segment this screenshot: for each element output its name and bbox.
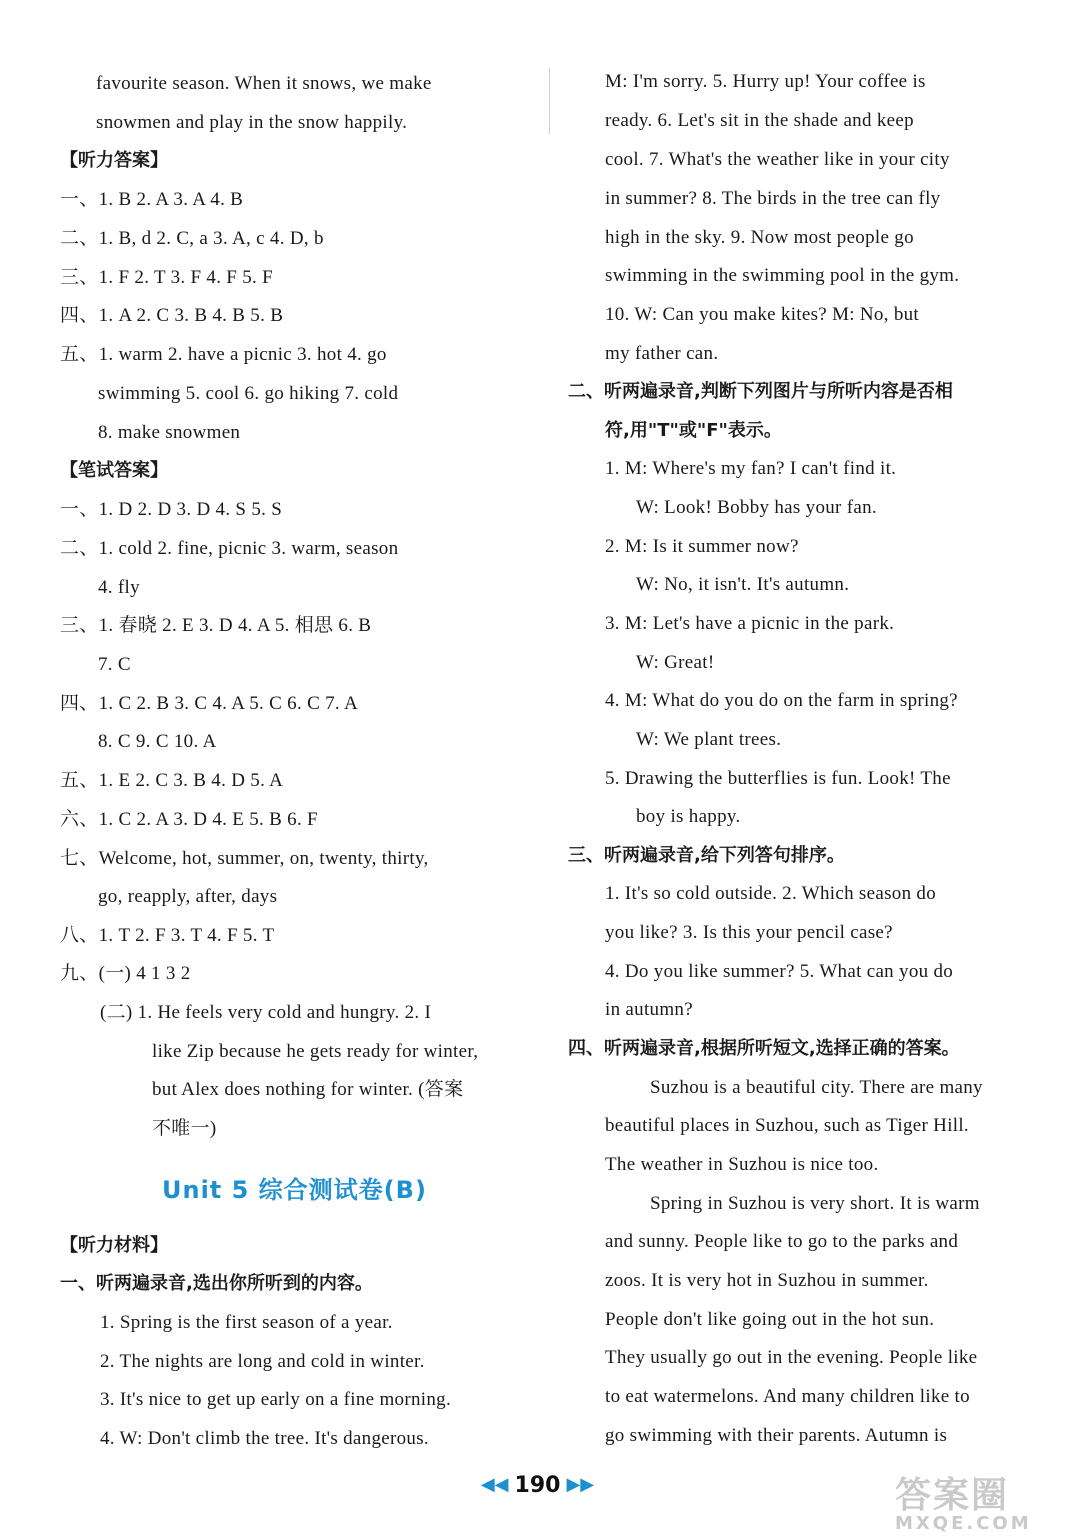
- right-column-line-34: They usually go out in the evening. People like: [605, 1347, 978, 1368]
- left-column-line-9: swimming 5. cool 6. go hiking 7. cold: [98, 383, 399, 404]
- left-column-line-3: 【听力答案】: [60, 150, 168, 171]
- right-column-line-10: 符,用"T"或"F"表示。: [605, 420, 782, 441]
- left-column-line-8: 五、1. warm 2. have a picnic 3. hot 4. go: [60, 344, 387, 365]
- right-column-line-31: and sunny. People like to go to the parks and: [605, 1231, 959, 1252]
- right-column-line-35: to eat watermelons. And many children like to: [605, 1386, 970, 1407]
- right-column-line-5: high in the sky. 9. Now most people go: [605, 227, 914, 248]
- left-column-line-1: favourite season. When it snows, we make: [96, 73, 432, 94]
- right-column-line-12: W: Look! Bobby has your fan.: [636, 497, 877, 518]
- left-column-line-11: 【笔试答案】: [60, 460, 168, 481]
- left-column-line-23: 八、1. T 2. F 3. T 4. F 5. T: [60, 925, 275, 946]
- right-column-line-3: cool. 7. What's the weather like in your city: [605, 149, 950, 170]
- right-column-line-11: 1. M: Where's my fan? I can't find it.: [605, 458, 897, 479]
- right-column-line-36: go swimming with their parents. Autumn is: [605, 1425, 948, 1446]
- left-column-line-29: 【听力材料】: [60, 1235, 168, 1256]
- left-column-line-25: (二) 1. He feels very cold and hungry. 2. I: [100, 1002, 432, 1023]
- left-column-line-28: 不唯一): [152, 1118, 217, 1139]
- right-column-line-22: 1. It's so cold outside. 2. Which season do: [605, 883, 937, 904]
- right-column-line-26: 四、听两遍录音,根据所听短文,选择正确的答案。: [568, 1038, 960, 1059]
- left-column-line-32: 2. The nights are long and cold in winter.: [100, 1351, 425, 1372]
- right-column-line-4: in summer? 8. The birds in the tree can fly: [605, 188, 941, 209]
- right-column-line-32: zoos. It is very hot in Suzhou in summer.: [605, 1270, 929, 1291]
- left-column-line-26: like Zip because he gets ready for winter,: [152, 1041, 479, 1062]
- left-column-line-34: 4. W: Don't climb the tree. It's dangerous.: [100, 1428, 429, 1449]
- column-divider: [549, 68, 550, 134]
- left-column-line-12: 一、1. D 2. D 3. D 4. S 5. S: [60, 499, 283, 520]
- right-column-line-29: The weather in Suzhou is nice too.: [605, 1154, 879, 1175]
- right-column-line-17: 4. M: What do you do on the farm in spring?: [605, 690, 958, 711]
- left-column-line-30: 一、听两遍录音,选出你所听到的内容。: [60, 1273, 373, 1294]
- left-column-line-2: snowmen and play in the snow happily.: [96, 112, 408, 133]
- page-number: 190: [514, 1472, 561, 1498]
- left-column-line-17: 四、1. C 2. B 3. C 4. A 5. C 6. C 7. A: [60, 693, 358, 714]
- right-column-line-13: 2. M: Is it summer now?: [605, 536, 799, 557]
- left-column-line-13: 二、1. cold 2. fine, picnic 3. warm, season: [60, 538, 399, 559]
- left-column-line-10: 8. make snowmen: [98, 422, 241, 443]
- left-column-line-24: 九、(一) 4 1 3 2: [60, 963, 191, 984]
- left-column-line-20: 六、1. C 2. A 3. D 4. E 5. B 6. F: [60, 809, 318, 830]
- left-column-line-6: 三、1. F 2. T 3. F 4. F 5. F: [60, 267, 273, 288]
- right-column-line-15: 3. M: Let's have a picnic in the park.: [605, 613, 895, 634]
- right-column-line-6: swimming in the swimming pool in the gym.: [605, 265, 960, 286]
- left-column-line-7: 四、1. A 2. C 3. B 4. B 5. B: [60, 305, 284, 326]
- right-column-line-28: beautiful places in Suzhou, such as Tiger Hill.: [605, 1115, 969, 1136]
- watermark-url: MXQE.COM: [895, 1513, 1032, 1534]
- right-column-line-24: 4. Do you like summer? 5. What can you do: [605, 961, 954, 982]
- right-column-line-8: my father can.: [605, 343, 719, 364]
- left-column-line-27: but Alex does nothing for winter. (答案: [152, 1079, 464, 1100]
- watermark-logo: 答案圈: [895, 1475, 1010, 1516]
- left-column-line-15: 三、1. 春晓 2. E 3. D 4. A 5. 相思 6. B: [60, 615, 372, 636]
- left-column-line-33: 3. It's nice to get up early on a fine morning.: [100, 1389, 451, 1410]
- left-column-line-5: 二、1. B, d 2. C, a 3. A, c 4. D, b: [60, 228, 324, 249]
- right-column-line-23: you like? 3. Is this your pencil case?: [605, 922, 893, 943]
- left-column-line-21: 七、Welcome, hot, summer, on, twenty, thirty,: [60, 848, 429, 869]
- right-column-line-9: 二、听两遍录音,判断下列图片与所听内容是否相: [568, 381, 953, 402]
- right-column-line-7: 10. W: Can you make kites? M: No, but: [605, 304, 920, 325]
- right-column-line-21: 三、听两遍录音,给下列答句排序。: [568, 845, 845, 866]
- left-column-line-16: 7. C: [98, 654, 131, 675]
- right-column-line-20: boy is happy.: [636, 806, 741, 827]
- right-column-line-30: Spring in Suzhou is very short. It is warm: [650, 1193, 980, 1214]
- right-column-line-27: Suzhou is a beautiful city. There are many: [650, 1077, 983, 1098]
- left-column-line-19: 五、1. E 2. C 3. B 4. D 5. A: [60, 770, 284, 791]
- left-column-line-31: 1. Spring is the first season of a year.: [100, 1312, 393, 1333]
- prev-page-arrows-icon[interactable]: ◀◀: [480, 1474, 509, 1495]
- right-column-line-18: W: We plant trees.: [636, 729, 782, 750]
- right-column-line-14: W: No, it isn't. It's autumn.: [636, 574, 850, 595]
- left-column-line-18: 8. C 9. C 10. A: [98, 731, 217, 752]
- right-column-line-2: ready. 6. Let's sit in the shade and keep: [605, 110, 914, 131]
- right-column-line-33: People don't like going out in the hot sun.: [605, 1309, 935, 1330]
- right-column-line-25: in autumn?: [605, 999, 693, 1020]
- left-column-line-4: 一、1. B 2. A 3. A 4. B: [60, 189, 244, 210]
- left-column-line-14: 4. fly: [98, 577, 140, 598]
- left-column-line-22: go, reapply, after, days: [98, 886, 278, 907]
- right-column-line-19: 5. Drawing the butterflies is fun. Look! The: [605, 768, 951, 789]
- watermark: [895, 1475, 1065, 1536]
- right-column-line-16: W: Great!: [636, 652, 715, 673]
- unit-title: Unit 5 综合测试卷(B): [162, 1176, 427, 1204]
- right-column-line-1: M: I'm sorry. 5. Hurry up! Your coffee is: [605, 71, 926, 92]
- next-page-arrows-icon[interactable]: ▶▶: [566, 1474, 595, 1495]
